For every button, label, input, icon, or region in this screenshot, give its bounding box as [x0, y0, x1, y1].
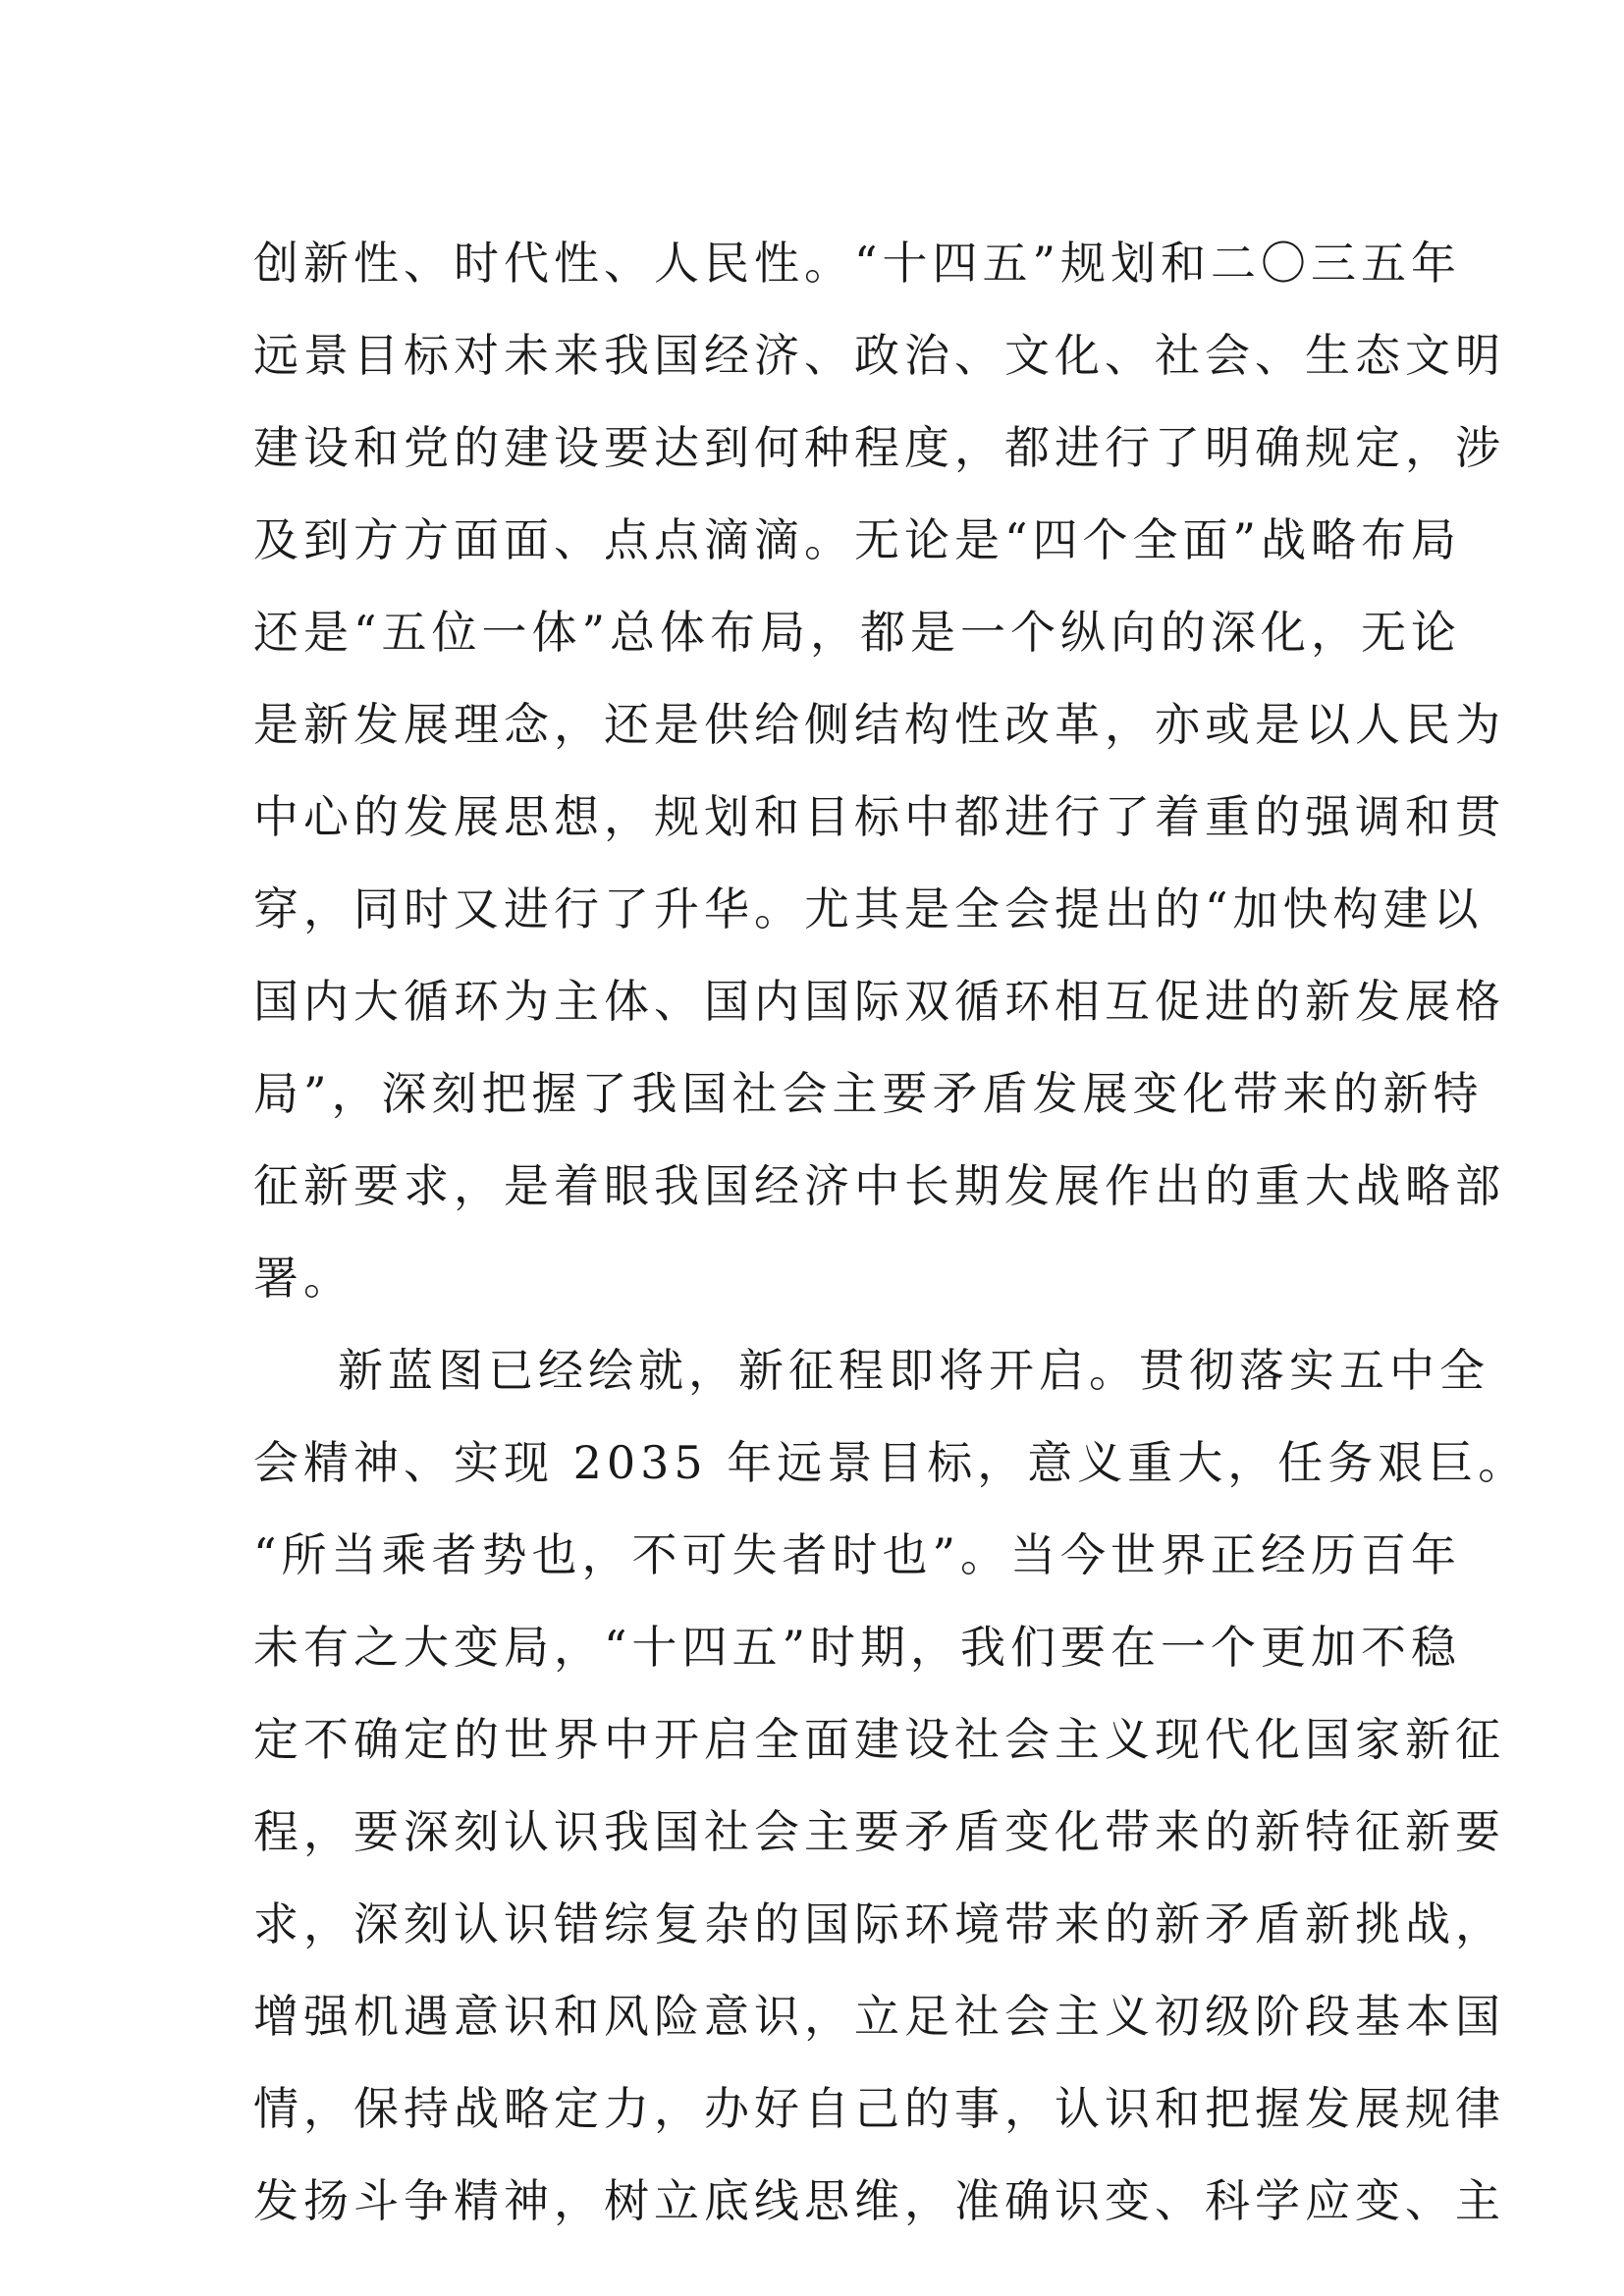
text-line: 是新发展理念，还是供给侧结构性改革，亦或是以人民为	[253, 698, 1505, 751]
text-line: 发扬斗争精神，树立底线思维，准确识变、科学应变、主	[253, 2174, 1505, 2227]
text-line: 远景目标对未来我国经济、政治、文化、社会、生态文明	[253, 329, 1505, 382]
text-line: 中心的发展思想，规划和目标中都进行了着重的强调和贯	[253, 790, 1505, 843]
body-text	[253, 217, 1529, 2247]
text-line: 会精神、实现 2035 年远景目标，意义重大，任务艰巨。	[253, 1436, 1529, 1489]
paragraph-1	[253, 217, 1505, 1324]
text-line: 未有之大变局，“十四五”时期，我们要在一个更加不稳	[253, 1621, 1462, 1674]
text-line: 建设和党的建设要达到何种程度，都进行了明确规定，涉	[253, 421, 1505, 474]
text-line: 创新性、时代性、人民性。“十四五”规划和二〇三五年	[253, 237, 1462, 290]
text-line: 局”，深刻把握了我国社会主要矛盾发展变化带来的新特	[253, 1067, 1484, 1120]
text-line: 新蓝图已经绘就，新征程即将开启。贯彻落实五中全	[338, 1344, 1489, 1397]
text-line: 增强机遇意识和风险意识，立足社会主义初级阶段基本国	[253, 1990, 1505, 2043]
text-line: 署。	[253, 1252, 353, 1305]
text-line: 穿，同时又进行了升华。尤其是全会提出的“加快构建以	[253, 882, 1484, 935]
text-line: 程，要深刻认识我国社会主要矛盾变化带来的新特征新要	[253, 1805, 1505, 1858]
text-line: 国内大循环为主体、国内国际双循环相互促进的新发展格	[253, 975, 1505, 1028]
text-line: 及到方方面面、点点滴滴。无论是“四个全面”战略布局	[253, 513, 1462, 566]
text-line: “所当乘者势也，不可失者时也”。当今世界正经历百年	[253, 1528, 1462, 1581]
text-line: 求，深刻认识错综复杂的国际环境带来的新矛盾新挑战，	[253, 1897, 1505, 1950]
text-line: 征新要求，是着眼我国经济中长期发展作出的重大战略部	[253, 1159, 1505, 1212]
text-line: 情，保持战略定力，办好自己的事，认识和把握发展规律	[253, 2082, 1505, 2135]
text-line: 还是“五位一体”总体布局，都是一个纵向的深化，无论	[253, 606, 1462, 659]
text-line: 定不确定的世界中开启全面建设社会主义现代化国家新征	[253, 1713, 1505, 1766]
paragraph-2	[253, 1324, 1529, 2247]
